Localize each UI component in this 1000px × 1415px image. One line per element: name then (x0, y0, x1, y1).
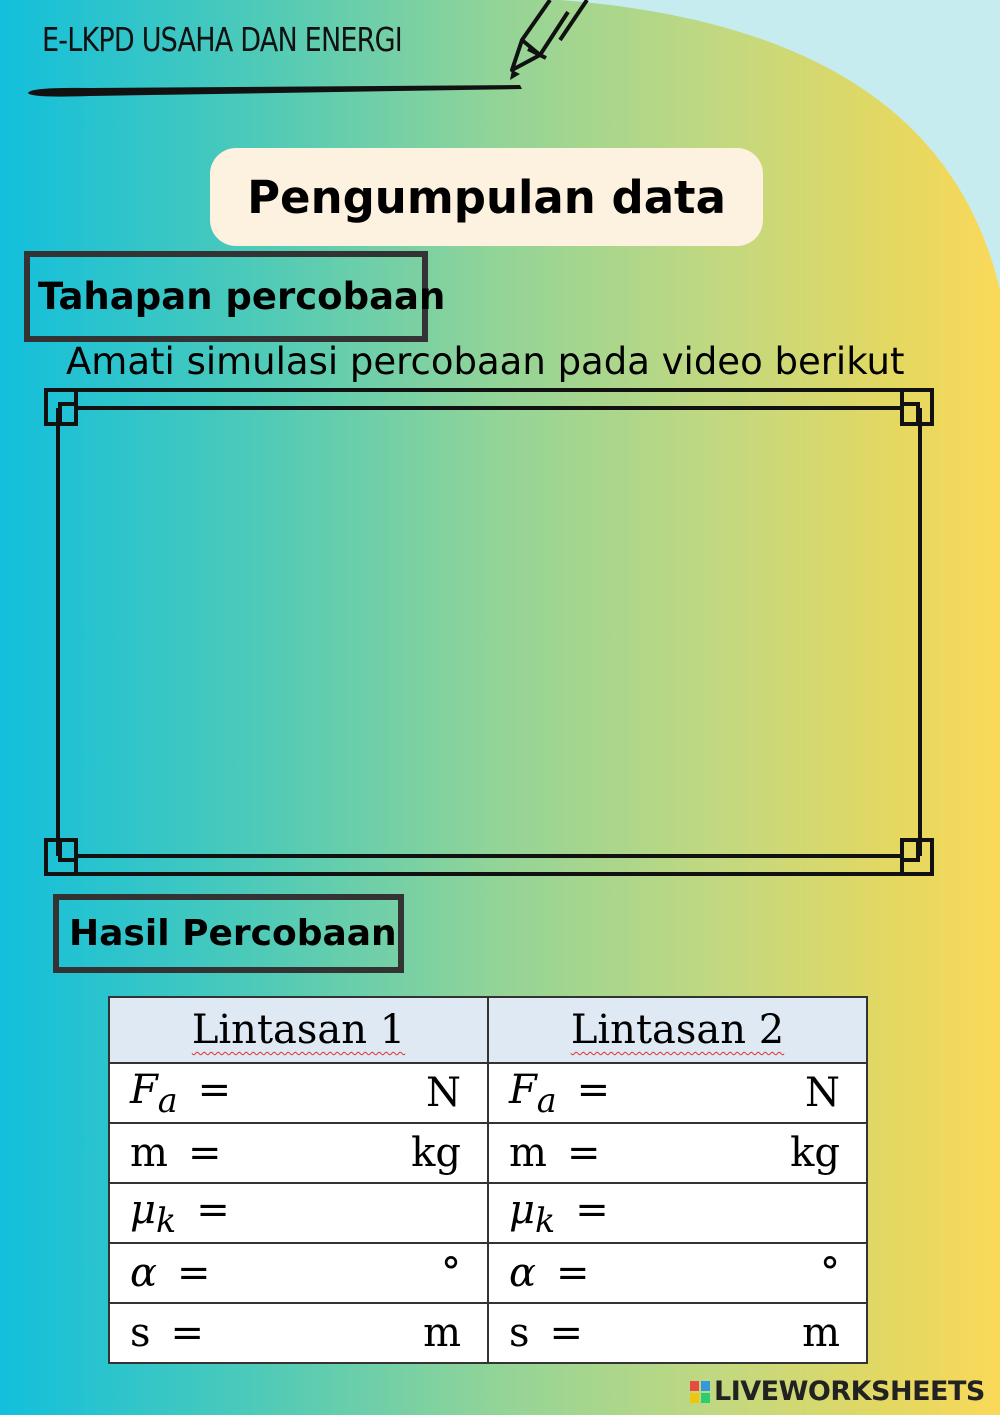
table-cell[interactable]: $F_a$ = N (109, 1063, 488, 1123)
liveworksheets-logo (690, 1376, 985, 1407)
section-heading-hasil (53, 894, 404, 973)
table-cell[interactable]: $\mu_k$ = (488, 1183, 867, 1243)
logo-text: LIVEWORKSHEETS (714, 1376, 985, 1407)
table-cell[interactable]: α = ° (488, 1243, 867, 1303)
banner-title: Pengumpulan data (247, 170, 726, 224)
column-header: Lintasan 2 (488, 997, 867, 1063)
table-row (109, 1303, 867, 1363)
section-heading-hasil-text: Hasil Percobaan (69, 913, 397, 954)
column-header: Lintasan 1 (109, 997, 488, 1063)
table-row (109, 1063, 867, 1123)
table-cell[interactable]: s = m (488, 1303, 867, 1363)
video-embed-area[interactable] (80, 425, 900, 845)
results-table (108, 996, 868, 1364)
instruction-text: Amati simulasi percobaan pada video berikut (66, 340, 905, 383)
table-cell[interactable]: $F_a$ = N (488, 1063, 867, 1123)
header-title: E-LKPD USAHA DAN ENERGI (42, 20, 402, 59)
table-cell[interactable]: α = ° (109, 1243, 488, 1303)
table-cell[interactable]: m = kg (109, 1123, 488, 1183)
table-row (109, 1183, 867, 1243)
section-heading-tahapan-text: Tahapan percobaan (38, 275, 446, 318)
table-row (109, 1123, 867, 1183)
table-cell[interactable]: s = m (109, 1303, 488, 1363)
table-cell[interactable]: m = kg (488, 1123, 867, 1183)
table-row (109, 1243, 867, 1303)
table-header-row (109, 997, 867, 1063)
table-cell[interactable]: $\mu_k$ = (109, 1183, 488, 1243)
logo-icon (690, 1381, 710, 1403)
